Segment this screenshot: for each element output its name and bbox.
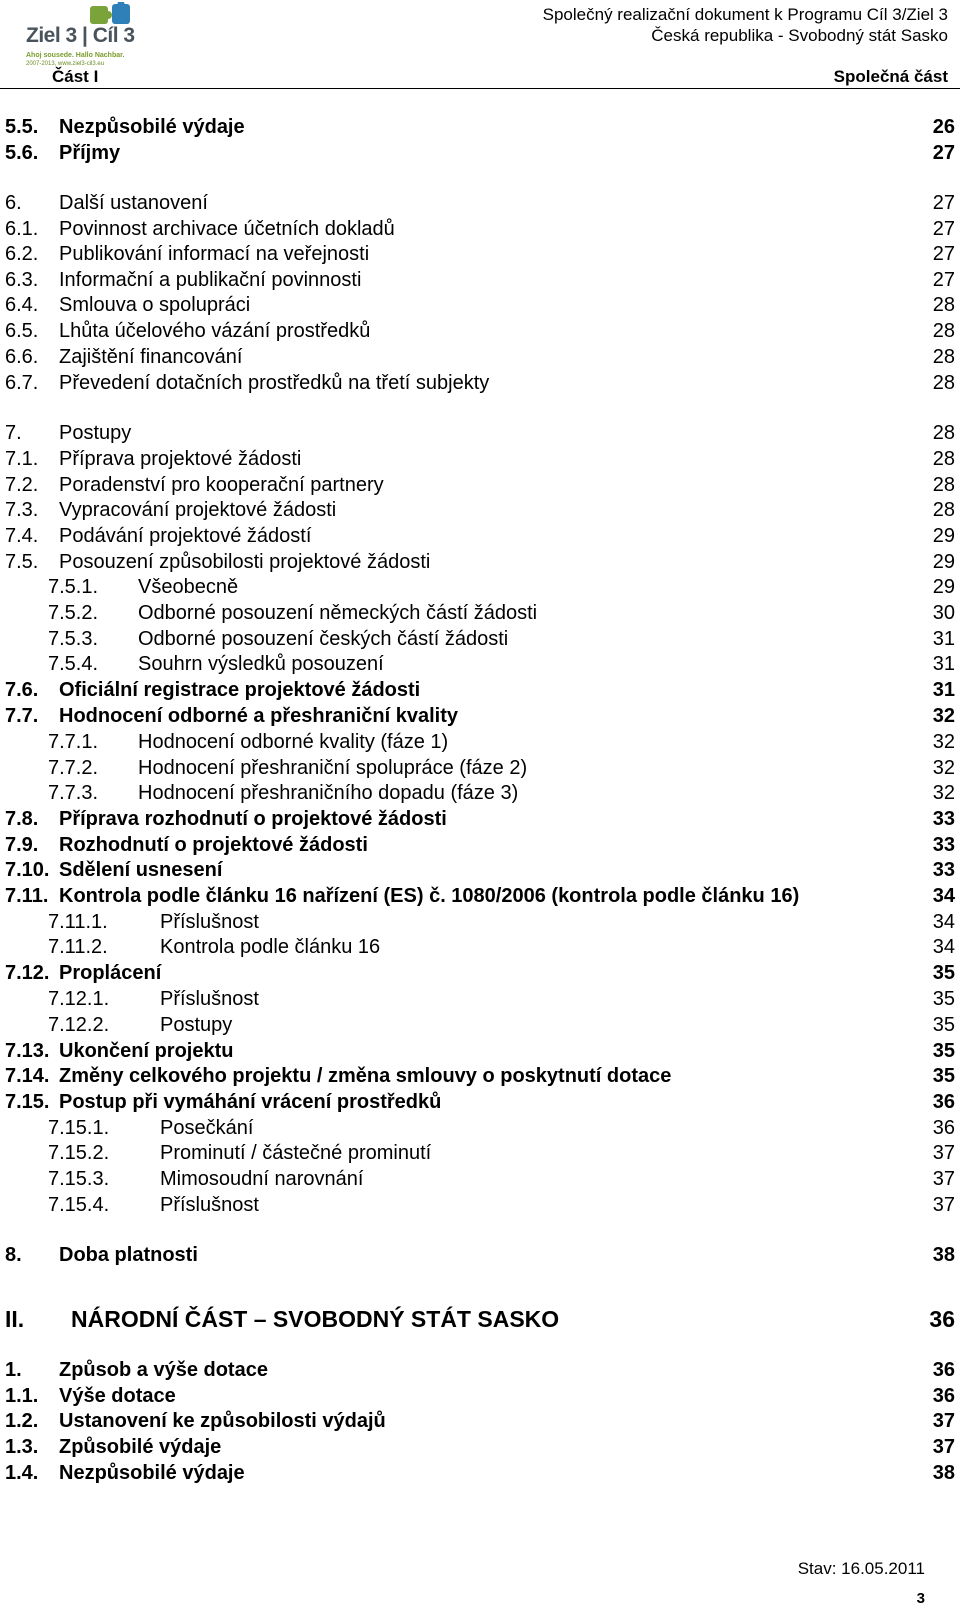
toc-title: Příslušnost [160, 1194, 259, 1216]
toc-page: 37 [932, 1142, 955, 1164]
toc-page: 34 [932, 885, 955, 907]
toc-number: 7.2. [5, 474, 39, 496]
toc-title: Odborné posouzení německých částí žádosti [138, 602, 538, 624]
toc-number: 7.15.2. [48, 1142, 110, 1164]
toc-number: 5.5. [5, 116, 39, 138]
toc-number: 7.11.2. [48, 936, 108, 958]
toc-page: 27 [932, 142, 955, 164]
toc-number: 7.7.2. [48, 757, 99, 779]
toc-title: Posečkání [160, 1117, 254, 1139]
toc-number: 7.12.2. [48, 1014, 110, 1036]
toc-page: 37 [932, 1436, 955, 1458]
toc-page: 28 [932, 294, 955, 316]
toc-entry[interactable] [0, 1409, 960, 1433]
toc-entry[interactable] [0, 1384, 960, 1408]
toc-number: 5.6. [5, 142, 39, 164]
toc-title: Souhrn výsledků posouzení [138, 653, 384, 675]
toc-number: 7.6. [5, 679, 39, 701]
toc-page: 38 [932, 1244, 955, 1266]
document-title [543, 4, 948, 46]
toc-entry[interactable] [0, 217, 960, 241]
toc-entry[interactable] [0, 1090, 960, 1114]
toc-page: 36 [932, 1117, 955, 1139]
toc-number: 7.8. [5, 808, 39, 830]
toc-page: 33 [932, 808, 955, 830]
toc-number: 7.4. [5, 525, 39, 547]
toc-page: 36 [932, 1091, 955, 1113]
toc-number: 7.15.3. [48, 1168, 110, 1190]
logo-name: Ziel 3 | Cíl 3 [26, 24, 135, 47]
toc-entry[interactable] [0, 421, 960, 445]
toc-title: Nezpůsobilé výdaje [59, 116, 245, 138]
toc-page: 26 [932, 116, 955, 138]
toc-entry[interactable] [0, 781, 960, 805]
toc-title: Příprava rozhodnutí o projektové žádosti [59, 808, 447, 830]
toc-entry[interactable] [0, 498, 960, 522]
toc-number: 7. [5, 422, 22, 444]
toc-entry[interactable] [0, 1013, 960, 1037]
toc-page: 31 [932, 679, 955, 701]
toc-page: 31 [932, 628, 955, 650]
toc-entry[interactable] [0, 652, 960, 676]
document-title-line1: Společný realizační dokument k Programu Cíl 3/Ziel 3 [542, 5, 948, 24]
revision-date: Stav: 16.05.2011 [797, 1559, 925, 1578]
toc-number: 7.15.4. [48, 1194, 110, 1216]
toc-page: 29 [932, 525, 955, 547]
toc-entry[interactable] [0, 627, 960, 651]
toc-number: 6. [5, 192, 22, 214]
toc-page: 34 [932, 911, 955, 933]
toc-title: Další ustanovení [59, 192, 208, 214]
toc-number: 7.12.1. [48, 988, 110, 1010]
toc-page: 28 [932, 320, 955, 342]
toc-entry[interactable] [0, 575, 960, 599]
toc-title: Vypracování projektové žádosti [59, 499, 337, 521]
program-logo [26, 2, 138, 68]
toc-page: 27 [932, 192, 955, 214]
toc-page: 30 [932, 602, 955, 624]
toc-page: 35 [932, 962, 955, 984]
toc-number: 1.1. [5, 1385, 39, 1407]
toc-entry[interactable] [0, 1461, 960, 1485]
toc-title: Nezpůsobilé výdaje [59, 1462, 245, 1484]
toc-number: 6.4. [5, 294, 39, 316]
toc-number: 6.7. [5, 372, 39, 394]
toc-entry[interactable] [0, 678, 960, 702]
toc-number: 7.7.1. [48, 731, 99, 753]
toc-title: Mimosoudní narovnání [160, 1168, 364, 1190]
toc-entry[interactable] [0, 730, 960, 754]
toc-number: 7.12. [5, 962, 50, 984]
toc-title: Proplácení [59, 962, 162, 984]
toc-number: 7.5.4. [48, 653, 99, 675]
toc-page: 34 [932, 936, 955, 958]
toc-page: 35 [932, 988, 955, 1010]
toc-entry[interactable] [0, 242, 960, 266]
toc-title: Podávání projektové žádostí [59, 525, 312, 547]
toc-page: 27 [932, 269, 955, 291]
toc-page: 31 [932, 653, 955, 675]
toc-entry[interactable] [0, 1167, 960, 1191]
toc-title: Publikování informací na veřejnosti [59, 243, 370, 265]
toc-page: 28 [932, 422, 955, 444]
logo-url: 2007-2013, www.ziel3-cil3.eu [26, 61, 105, 67]
toc-entry[interactable] [0, 756, 960, 780]
toc-title: Příslušnost [160, 911, 259, 933]
document-title-line2: Česká republika - Svobodný stát Sasko [651, 26, 948, 45]
toc-title: Zajištění financování [59, 346, 243, 368]
toc-number: 7.7.3. [48, 782, 99, 804]
toc-page: 37 [932, 1410, 955, 1432]
toc-entry[interactable] [0, 293, 960, 317]
toc-entry[interactable] [0, 833, 960, 857]
toc-page: 28 [932, 474, 955, 496]
header-divider [0, 88, 960, 89]
toc-page: 36 [929, 1306, 955, 1332]
toc-entry[interactable] [0, 1141, 960, 1165]
toc-page: 32 [932, 705, 955, 727]
toc-entry[interactable] [0, 1305, 960, 1333]
toc-entry[interactable] [0, 807, 960, 831]
toc-number: 1.3. [5, 1436, 39, 1458]
toc-title: Ustanovení ke způsobilosti výdajů [59, 1410, 386, 1432]
toc-page: 27 [932, 243, 955, 265]
toc-entry[interactable] [0, 141, 960, 165]
toc-entry[interactable] [0, 987, 960, 1011]
logo-tagline: Ahoj sousede. Hallo Nachbar. [26, 52, 125, 59]
toc-title: NÁRODNÍ ČÁST – SVOBODNÝ STÁT SASKO [71, 1306, 560, 1332]
toc-page: 28 [932, 499, 955, 521]
toc-number: 7.3. [5, 499, 39, 521]
toc-number: 6.2. [5, 243, 39, 265]
toc-title: Hodnocení odborné a přeshraniční kvality [59, 705, 458, 727]
toc-title: Výše dotace [59, 1385, 176, 1407]
toc-entry[interactable] [0, 910, 960, 934]
toc-title: Způsobilé výdaje [59, 1436, 222, 1458]
toc-number: 6.6. [5, 346, 39, 368]
toc-entry[interactable] [0, 115, 960, 139]
toc-title: Hodnocení přeshraničního dopadu (fáze 3) [138, 782, 519, 804]
toc-entry[interactable] [0, 371, 960, 395]
toc-title: Povinnost archivace účetních dokladů [59, 218, 395, 240]
toc-number: 1.4. [5, 1462, 39, 1484]
toc-title: Doba platnosti [59, 1244, 198, 1266]
toc-entry[interactable] [0, 319, 960, 343]
toc-page: 35 [932, 1014, 955, 1036]
toc-title: Smlouva o spolupráci [59, 294, 251, 316]
toc-number: 7.9. [5, 834, 39, 856]
toc-title: Kontrola podle článku 16 [160, 936, 381, 958]
toc-page: 28 [932, 346, 955, 368]
toc-number: 7.13. [5, 1040, 50, 1062]
toc-page: 32 [932, 757, 955, 779]
toc-title: Příslušnost [160, 988, 259, 1010]
toc-entry[interactable] [0, 1116, 960, 1140]
toc-title: Hodnocení přeshraniční spolupráce (fáze 2) [138, 757, 528, 779]
toc-entry[interactable] [0, 473, 960, 497]
toc-title: Změny celkového projektu / změna smlouvy o poskytnutí dotace [59, 1065, 672, 1087]
toc-title: Hodnocení odborné kvality (fáze 1) [138, 731, 449, 753]
toc-title: Prominutí / částečné prominutí [160, 1142, 432, 1164]
toc-title: Postup při vymáhání vrácení prostředků [59, 1091, 442, 1113]
toc-number: 6.3. [5, 269, 39, 291]
toc-number: 1. [5, 1359, 22, 1381]
toc-entry[interactable] [0, 191, 960, 215]
toc-page: 28 [932, 448, 955, 470]
toc-title: Posouzení způsobilosti projektové žádosti [59, 551, 431, 573]
toc-title: Informační a publikační povinnosti [59, 269, 362, 291]
toc-number: 7.11. [5, 885, 49, 907]
toc-page: 37 [932, 1194, 955, 1216]
toc-title: Příprava projektové žádosti [59, 448, 302, 470]
toc-entry[interactable] [0, 858, 960, 882]
toc-page: 36 [932, 1385, 955, 1407]
toc-number: 6.5. [5, 320, 39, 342]
toc-page: 32 [932, 731, 955, 753]
toc-title: Postupy [160, 1014, 233, 1036]
toc-number: 7.5.3. [48, 628, 99, 650]
toc-entry[interactable] [0, 1064, 960, 1088]
toc-entry[interactable] [0, 524, 960, 548]
toc-title: Oficiální registrace projektové žádosti [59, 679, 421, 701]
toc-page: 33 [932, 859, 955, 881]
toc-page: 33 [932, 834, 955, 856]
toc-title: Poradenství pro kooperační partnery [59, 474, 384, 496]
toc-number: 1.2. [5, 1410, 39, 1432]
toc-entry[interactable] [0, 935, 960, 959]
toc-title: Kontrola podle článku 16 nařízení (ES) č. 1080/2006 (kontrola podle článku 16) [59, 885, 800, 907]
page-number: 3 [916, 1590, 925, 1607]
part-label: Část I [52, 67, 99, 86]
toc-entry[interactable] [0, 961, 960, 985]
toc-page: 38 [932, 1462, 955, 1484]
toc-page: 36 [932, 1359, 955, 1381]
puzzle-icon [88, 2, 134, 26]
toc-number: 7.5.2. [48, 602, 99, 624]
toc-title: Lhůta účelového vázání prostředků [59, 320, 371, 342]
toc-page: 35 [932, 1065, 955, 1087]
toc-page: 29 [932, 576, 955, 598]
toc-entry[interactable] [0, 1358, 960, 1382]
toc-number: 7.11.1. [48, 911, 108, 933]
toc-number: 7.5. [5, 551, 39, 573]
toc-page: 27 [932, 218, 955, 240]
toc-entry[interactable] [0, 1243, 960, 1267]
toc-title: Odborné posouzení českých částí žádosti [138, 628, 509, 650]
toc-entry[interactable] [0, 601, 960, 625]
toc-title: Příjmy [59, 142, 121, 164]
toc-entry[interactable] [0, 550, 960, 574]
toc-number: II. [5, 1306, 25, 1332]
toc-number: 7.1. [5, 448, 39, 470]
toc-page: 37 [932, 1168, 955, 1190]
toc-entry[interactable] [0, 447, 960, 471]
toc-title: Způsob a výše dotace [59, 1359, 268, 1381]
toc-number: 7.5.1. [48, 576, 99, 598]
toc-entry[interactable] [0, 268, 960, 292]
toc-entry[interactable] [0, 345, 960, 369]
toc-number: 7.7. [5, 705, 39, 727]
toc-title: Postupy [59, 422, 132, 444]
toc-title: Převedení dotačních prostředků na třetí subjekty [59, 372, 490, 394]
toc-number: 7.10. [5, 859, 50, 881]
toc-number: 7.15. [5, 1091, 50, 1113]
toc-title: Sdělení usnesení [59, 859, 223, 881]
toc-entry[interactable] [0, 1193, 960, 1217]
toc-page: 28 [932, 372, 955, 394]
toc-page: 35 [932, 1040, 955, 1062]
toc-number: 6.1. [5, 218, 39, 240]
toc-title: Ukončení projektu [59, 1040, 234, 1062]
section-label: Společná část [833, 67, 948, 86]
toc-number: 7.15.1. [48, 1117, 110, 1139]
toc-page: 32 [932, 782, 955, 804]
toc-entry[interactable] [0, 1039, 960, 1063]
toc-title: Rozhodnutí o projektové žádosti [59, 834, 368, 856]
toc-number: 8. [5, 1244, 22, 1266]
toc-entry[interactable] [0, 1435, 960, 1459]
toc-entry[interactable] [0, 704, 960, 728]
toc-page: 29 [932, 551, 955, 573]
toc-entry[interactable] [0, 884, 960, 908]
toc-number: 7.14. [5, 1065, 50, 1087]
toc-title: Všeobecně [138, 576, 239, 598]
